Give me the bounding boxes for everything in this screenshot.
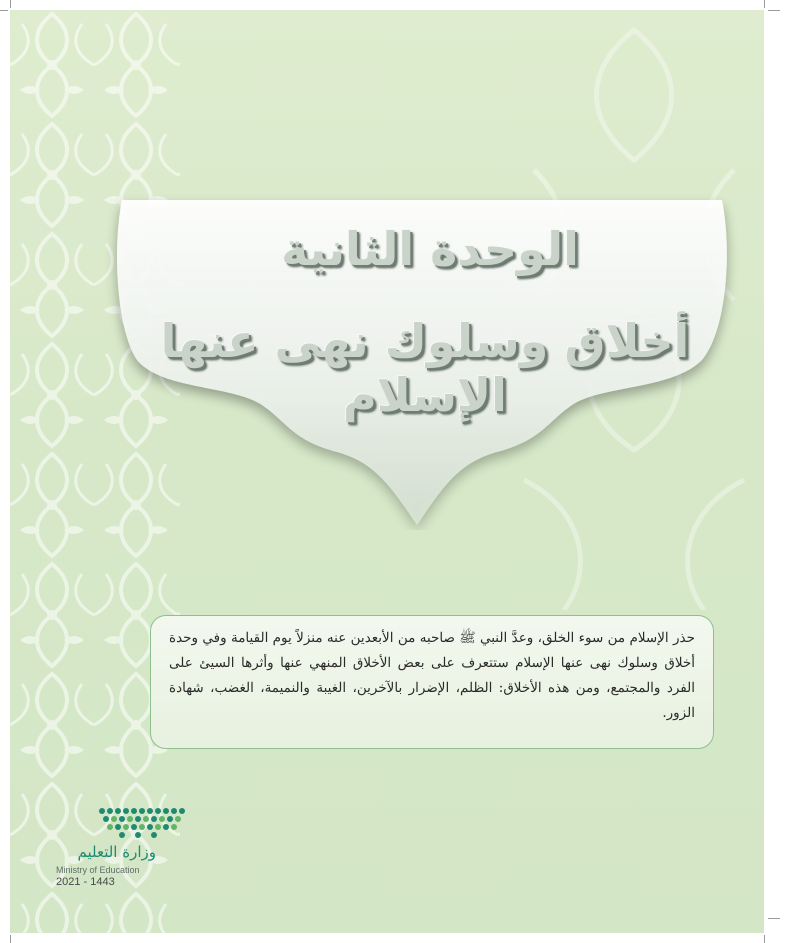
ministry-name-english: Ministry of Education (56, 865, 140, 875)
crop-mark-bottom-right-h (768, 918, 780, 919)
unit-intro-text: حذر الإسلام من سوء الخلق، وعدَّ النبي ﷺ صاحبه من الأبعدين عنه منزلاً يوم القيامة وفي وحدة أخلاق وسلوك نهى عنها الإسلام ستتعرف على بعض الأخلاق المنهي عنها وأثرها السيئ على الفرد والمجتمع، ومن هذه الأخلاق: الظلم، الإضرار بالآخرين، الغيبة والنميمة، الغضب، شهادة الزور. (169, 630, 695, 721)
unit-subtitle: أخلاق وسلوك نهى عنها الإسلام (160, 314, 690, 422)
unit-intro-box (150, 615, 714, 749)
ministry-logo (54, 805, 194, 895)
cover-page (10, 10, 764, 933)
crop-mark-top-left (10, 0, 11, 8)
ministry-dots-icon (96, 805, 186, 839)
crop-mark-top-left-h (0, 10, 8, 11)
crop-mark-top-right-h (768, 10, 780, 11)
crop-mark-bottom-right (764, 935, 765, 943)
crop-mark-bottom-left (10, 935, 11, 943)
edition-year: 2021 - 1443 (56, 876, 115, 888)
ministry-name-arabic: وزارة التعليم (77, 843, 156, 861)
unit-title: الوحدة الثانية (281, 222, 579, 276)
crop-mark-top-right (764, 0, 765, 8)
